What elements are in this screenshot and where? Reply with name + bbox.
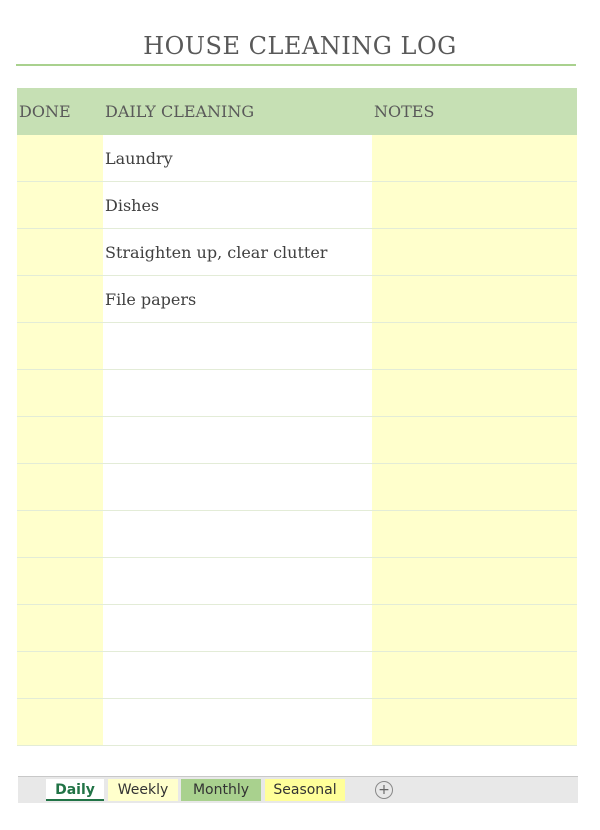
done-cell[interactable] — [17, 182, 103, 229]
table-row — [17, 229, 577, 276]
table-row — [17, 182, 577, 229]
notes-cell[interactable] — [372, 135, 577, 182]
table-row — [17, 370, 577, 417]
sheet-tab-seasonal[interactable]: Seasonal — [265, 779, 345, 801]
table-row — [17, 464, 577, 511]
task-cell[interactable] — [103, 699, 372, 746]
sheet-tab-weekly[interactable]: Weekly — [108, 779, 178, 801]
sheet-tab-bar — [18, 776, 578, 803]
task-cell[interactable] — [103, 417, 372, 464]
column-header-done: DONE — [17, 88, 103, 135]
table-row — [17, 511, 577, 558]
table-row — [17, 558, 577, 605]
notes-cell[interactable] — [372, 511, 577, 558]
notes-cell[interactable] — [372, 276, 577, 323]
sheet-tab-monthly[interactable]: Monthly — [181, 779, 261, 801]
task-cell[interactable]: File papers — [103, 276, 372, 323]
notes-cell[interactable] — [372, 605, 577, 652]
add-sheet-plus-circle-icon[interactable]: + — [375, 781, 393, 799]
column-header-notes: NOTES — [372, 88, 577, 135]
task-cell[interactable] — [103, 511, 372, 558]
done-cell[interactable] — [17, 229, 103, 276]
done-cell[interactable] — [17, 464, 103, 511]
notes-cell[interactable] — [372, 652, 577, 699]
title-underline — [16, 64, 576, 66]
notes-cell[interactable] — [372, 417, 577, 464]
notes-cell[interactable] — [372, 464, 577, 511]
table-row — [17, 323, 577, 370]
notes-cell[interactable] — [372, 229, 577, 276]
done-cell[interactable] — [17, 511, 103, 558]
table-row — [17, 276, 577, 323]
task-cell[interactable] — [103, 464, 372, 511]
table-header-row — [17, 88, 577, 135]
task-cell[interactable] — [103, 323, 372, 370]
task-cell[interactable] — [103, 605, 372, 652]
table-row — [17, 652, 577, 699]
table-row — [17, 417, 577, 464]
table-row — [17, 605, 577, 652]
done-cell[interactable] — [17, 370, 103, 417]
done-cell[interactable] — [17, 417, 103, 464]
sheet-tab-daily[interactable]: Daily — [46, 779, 104, 801]
task-cell[interactable] — [103, 652, 372, 699]
column-header-daily-cleaning: DAILY CLEANING — [103, 88, 372, 135]
task-cell[interactable]: Dishes — [103, 182, 372, 229]
notes-cell[interactable] — [372, 182, 577, 229]
notes-cell[interactable] — [372, 323, 577, 370]
task-cell[interactable] — [103, 558, 372, 605]
done-cell[interactable] — [17, 323, 103, 370]
done-cell[interactable] — [17, 652, 103, 699]
done-cell[interactable] — [17, 605, 103, 652]
page-title: HOUSE CLEANING LOG — [143, 32, 457, 60]
done-cell[interactable] — [17, 699, 103, 746]
task-cell[interactable]: Straighten up, clear clutter — [103, 229, 372, 276]
notes-cell[interactable] — [372, 558, 577, 605]
done-cell[interactable] — [17, 558, 103, 605]
done-cell[interactable] — [17, 135, 103, 182]
table-row — [17, 699, 577, 746]
notes-cell[interactable] — [372, 370, 577, 417]
table-row — [17, 135, 577, 182]
cleaning-log-table — [17, 88, 577, 746]
task-cell[interactable] — [103, 370, 372, 417]
notes-cell[interactable] — [372, 699, 577, 746]
done-cell[interactable] — [17, 276, 103, 323]
task-cell[interactable]: Laundry — [103, 135, 372, 182]
